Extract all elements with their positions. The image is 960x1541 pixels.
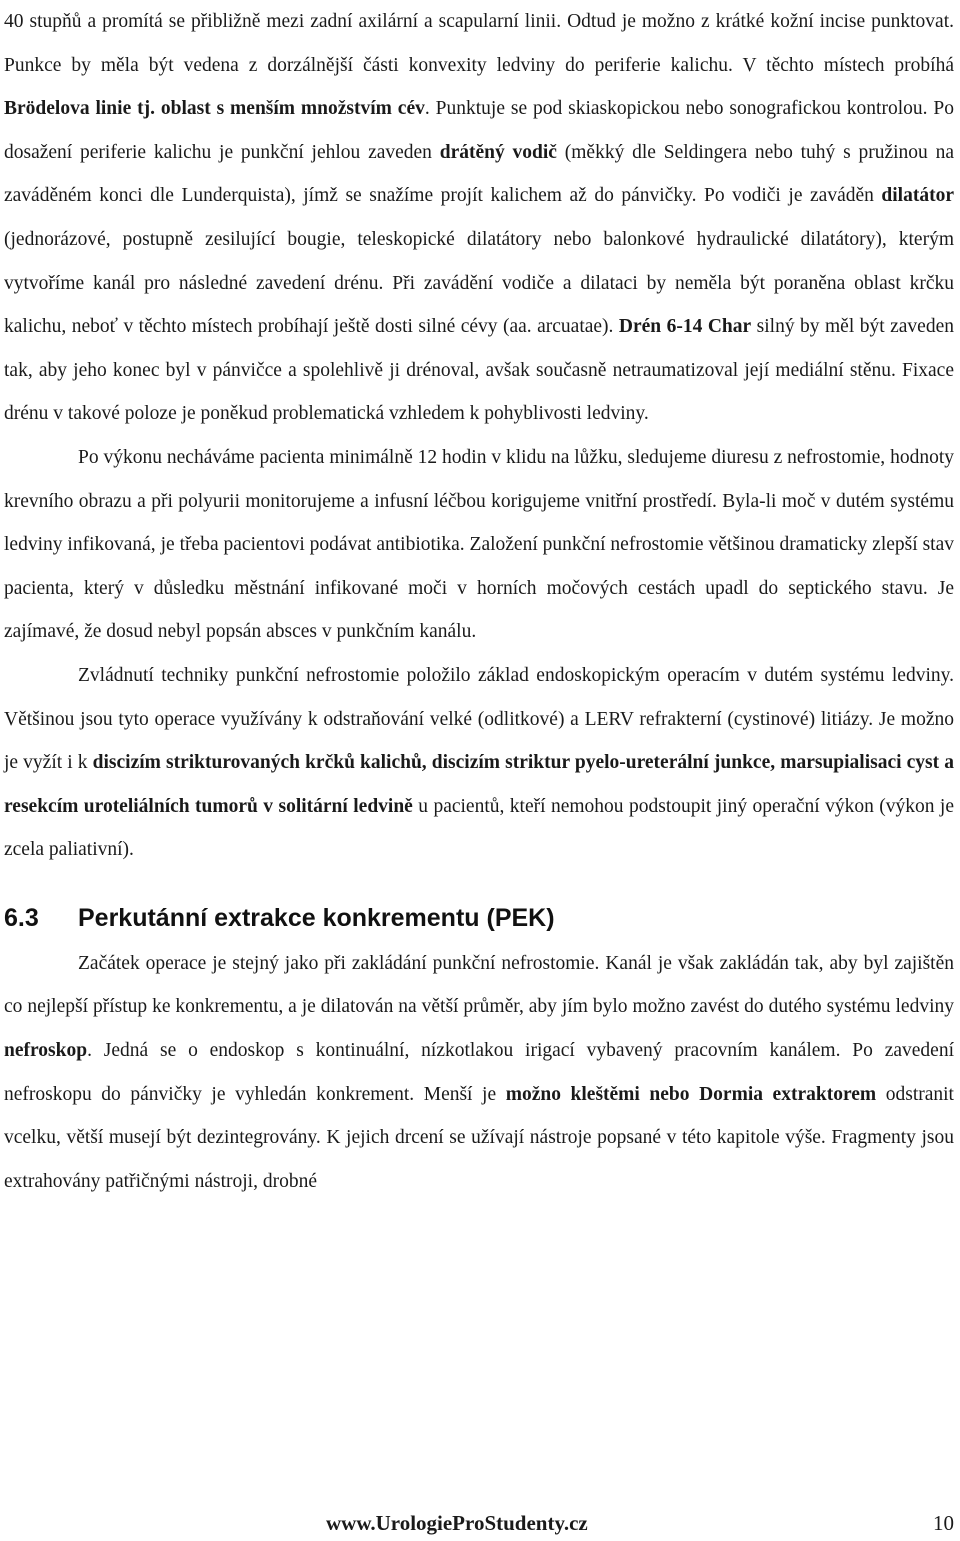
emphasized-term: Brödelova linie tj. oblast s menším množstvím cév [4, 98, 425, 120]
text-run: silný by měl být zaveden tak, aby jeho konec byl v pánvičce a spolehlivě ji drénoval, avšak současně netraumatizoval její mediální stěnu. Fixace drénu v takové poloze je poněkud problematická vzhledem k pohyblivosti ledviny. [4, 316, 954, 425]
emphasized-term: nefroskop [4, 1040, 88, 1062]
text-run: . Jedná se o endoskop s kontinuální, nízkotlakou irigací vybavený pracovním kanálem. Po zavedení nefroskopu do pánvičky je vyhledán konkrement. Menší je [4, 1040, 954, 1105]
paragraph-pek-procedure [4, 942, 954, 1204]
text-run: 40 stupňů a promítá se přibližně mezi zadní axilární a scapularní linii. Odtud je možno z krátké kožní incise punktovat. Punkce by měla být vedena z dorzálnější části konvexity ledviny do periferie kalichu. V těchto místech probíhá [4, 11, 954, 76]
page-footer [0, 1508, 960, 1538]
text-run: (měkký dle Seldingera nebo tuhý s pružinou na zaváděném konci dle Lunderquista), jímž se snažíme projít kalichem až do pánvičky. Po vodiči je zaváděn [4, 141, 954, 207]
emphasized-term: Drén 6-14 Char [618, 316, 752, 338]
text-run: . Punktuje se pod skiaskopickou nebo sonografickou kontrolou. Po dosažení periferie kalichu je punkční jehlou zaveden [4, 98, 954, 163]
page-content [4, 0, 954, 1203]
emphasized-term: discizím strikturovaných krčků kalichů, discizím striktur pyelo-ureterální junkce, marsupialisaci cyst a resekcím uroteliálních tumorů v solitární ledvině [4, 752, 954, 817]
paragraph-endoscopic-operations [4, 654, 954, 872]
emphasized-term: možno kleštěmi nebo Dormia extraktorem [505, 1083, 877, 1105]
text-run: u pacientů, kteří nemohou podstoupit jiný operační výkon (výkon je zcela paliativní). [4, 795, 954, 861]
emphasized-term: drátěný vodič [439, 141, 557, 163]
text-run: Začátek operace je stejný jako při zakládání punkční nefrostomie. Kanál je však zakládán tak, aby byl zajištěn co nejlepší přístup ke konkrementu, a je dilatován na větší průměr, aby jím bylo možno zavést do dutého systému ledviny [4, 952, 954, 1018]
text-run: odstranit vcelku, větší musejí být dezintegrovány. K jejich drcení se užívají nástroje popsané v této kapitole výše. Fragmenty jsou extrahovány patřičnými nástroji, drobné [4, 1083, 954, 1192]
section-heading [4, 898, 954, 938]
page-number: 10 [933, 1511, 954, 1535]
emphasized-term: dilatátor [881, 185, 954, 207]
text-run: Po výkonu necháváme pacienta minimálně 12 hodin v klidu na lůžku, sledujeme diuresu z nefrostomie, hodnoty krevního obrazu a při polyurii monitorujeme a infusní léčbou korigujeme vnitřní prostředí. Byla-li moč v dutém systému ledviny infikovaná, je třeba pacientovi podávat antibiotika. Založení punkční nefrostomie většinou dramaticky zlepší stav pacienta, který v důsledku městnání infikované moči v horních močových cestách upadl do septického stavu. Je zajímavé, že dosud nebyl popsán absces v punkčním kanálu. [4, 446, 954, 643]
section-title: Perkutánní extrakce konkrementu (PEK) [78, 903, 555, 932]
footer-website[interactable]: www.UrologieProStudenty.cz [326, 1511, 588, 1535]
section-number: 6.3 [4, 903, 39, 932]
paragraph-puncture-technique [4, 0, 954, 436]
paragraph-postoperative-care [4, 436, 954, 654]
text-run: Zvládnutí techniky punkční nefrostomie položilo základ endoskopickým operacím v dutém systému ledviny. Většinou jsou tyto operace využívány k odstraňování velké (odlitkové) a LERV refrakterní (cystinové) litiázy. Je možno je vyžít i k [4, 664, 954, 774]
text-run: (jednorázové, postupně zesilující bougie, teleskopické dilatátory nebo balonkové hydraulické dilatátory), kterým vytvoříme kanál pro následné zavedení drénu. Při zavádění vodiče a dilataci by neměla být poraněna oblast krčku kalichu, neboť v těchto místech probíhají ještě dosti silné cévy (aa. arcuatae). [4, 228, 954, 338]
